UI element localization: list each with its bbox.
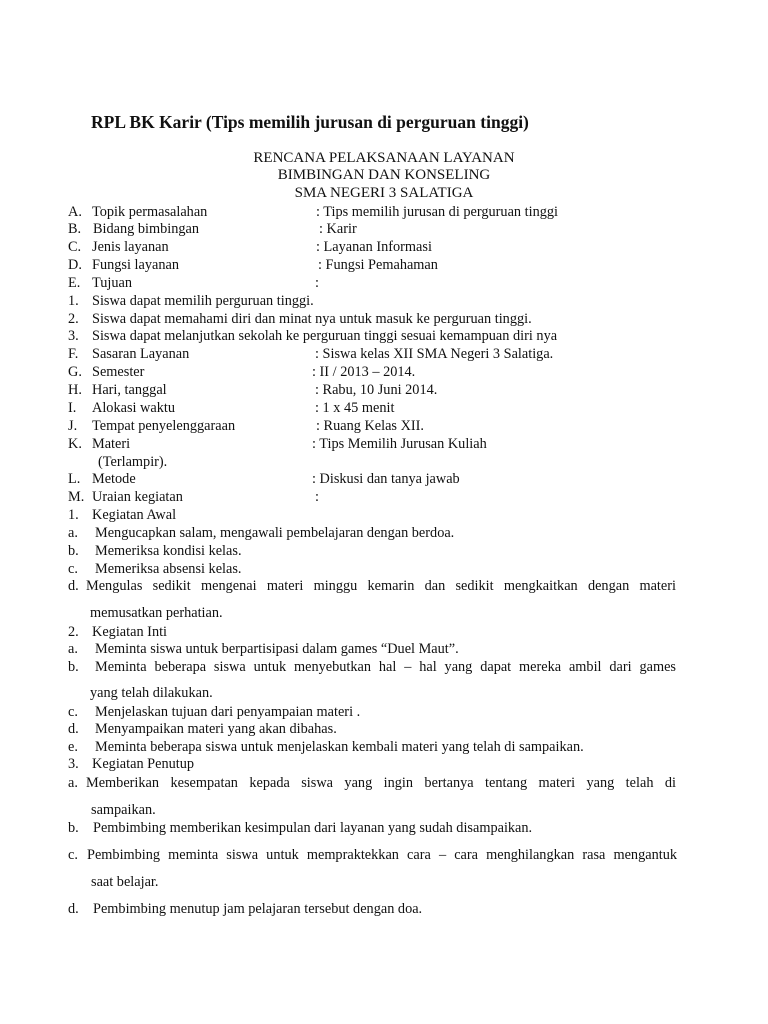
field-label: Tempat penyelenggaraan [92, 418, 236, 434]
item-marker: a. [68, 775, 78, 791]
field-marker: H. [68, 382, 82, 398]
item-marker: e. [68, 739, 78, 755]
field-marker: A. [68, 204, 82, 220]
item-text: Pembimbing menutup jam pelajaran tersebut dengan doa. [93, 901, 423, 917]
item-text: Pembimbing memberikan kesimpulan dari layanan yang sudah disampaikan. [93, 820, 533, 836]
field-value: : Ruang Kelas XII. [316, 418, 424, 434]
field-value: : [315, 489, 319, 505]
field-label: Materi [92, 436, 131, 452]
materi-continuation: (Terlampir). [98, 454, 168, 470]
item-text-line-2: memusatkan perhatian. [90, 605, 223, 621]
field-marker: M. [68, 489, 85, 505]
field-label: Metode [92, 471, 136, 487]
field-label: Bidang bimbingan [93, 221, 200, 237]
field-marker: F. [68, 346, 79, 362]
item-marker: b. [68, 543, 79, 559]
item-text: Memeriksa absensi kelas. [95, 561, 242, 577]
item-text-line-1: Meminta beberapa siswa untuk menyebutkan hal – hal yang dapat mereka ambil dari games [95, 659, 676, 675]
goal-text: Siswa dapat memahami diri dan minat nya untuk masuk ke perguruan tinggi. [92, 311, 532, 327]
item-text: Meminta beberapa siswa untuk menjelaskan kembali materi yang telah di sampaikan. [95, 739, 584, 755]
document-title: RPL BK Karir (Tips memilih jurusan di perguruan tinggi) [91, 112, 529, 132]
field-label: Topik permasalahan [92, 204, 208, 220]
section-marker: 2. [68, 624, 79, 640]
field-label: Tujuan [92, 275, 132, 291]
item-marker: b. [68, 659, 79, 675]
field-marker: I. [68, 400, 77, 416]
field-value: : Rabu, 10 Juni 2014. [315, 382, 438, 398]
field-marker: C. [68, 239, 82, 255]
field-value: : Tips Memilih Jurusan Kuliah [312, 436, 487, 452]
field-value: : 1 x 45 menit [315, 400, 395, 416]
header-line-3: SMA NEGERI 3 SALATIGA [294, 185, 474, 201]
section-marker: 3. [68, 756, 79, 772]
section-title: Kegiatan Penutup [92, 756, 195, 772]
item-text: Memeriksa kondisi kelas. [95, 543, 242, 559]
field-label: Fungsi layanan [92, 257, 179, 273]
field-label: Uraian kegiatan [92, 489, 183, 505]
item-marker: b. [68, 820, 79, 836]
goal-marker: 2. [68, 311, 79, 327]
section-title: Kegiatan Inti [92, 624, 168, 640]
section-title: Kegiatan Awal [92, 507, 177, 523]
item-text-line-1: Memberikan kesempatan kepada siswa yang ingin bertanya tentang materi yang telah di [86, 775, 676, 791]
item-text: Meminta siswa untuk berpartisipasi dalam games “Duel Maut”. [95, 641, 459, 657]
item-text-line-2: sampaikan. [91, 802, 156, 818]
field-value: : Karir [319, 221, 357, 237]
field-label: Hari, tanggal [92, 382, 167, 398]
item-text: Menyampaikan materi yang akan dibahas. [95, 721, 337, 737]
field-value: : Tips memilih jurusan di perguruan tinggi [316, 204, 558, 220]
field-marker: K. [68, 436, 82, 452]
item-text-line-1: Mengulas sedikit mengenai materi minggu kemarin dan sedikit mengkaitkan dengan materi [86, 578, 676, 594]
item-marker: c. [68, 561, 78, 577]
field-value: : [315, 275, 319, 291]
item-marker: c. [68, 704, 78, 720]
field-marker: B. [68, 221, 82, 237]
item-marker: c. [68, 847, 78, 863]
item-text-line-2: yang telah dilakukan. [90, 685, 213, 701]
item-marker: d. [68, 901, 79, 917]
header-line-2: BIMBINGAN DAN KONSELING [277, 167, 491, 183]
field-label: Semester [92, 364, 145, 380]
field-value: : Fungsi Pemahaman [318, 257, 438, 273]
section-marker: 1. [68, 507, 79, 523]
field-value: : Layanan Informasi [316, 239, 432, 255]
item-text: Mengucapkan salam, mengawali pembelajaran dengan berdoa. [95, 525, 455, 541]
field-label: Alokasi waktu [92, 400, 175, 416]
item-marker: d. [68, 721, 79, 737]
field-value: : II / 2013 – 2014. [312, 364, 416, 380]
item-marker: a. [68, 525, 78, 541]
field-label: Sasaran Layanan [92, 346, 190, 362]
field-label: Jenis layanan [92, 239, 169, 255]
field-marker: J. [68, 418, 78, 434]
goal-text: Siswa dapat memilih perguruan tinggi. [92, 293, 314, 309]
field-value: : Diskusi dan tanya jawab [312, 471, 460, 487]
item-marker: a. [68, 641, 78, 657]
field-marker: D. [68, 257, 82, 273]
header-line-1: RENCANA PELAKSANAAN LAYANAN [253, 150, 515, 166]
item-marker: d. [68, 578, 79, 594]
goal-marker: 3. [68, 328, 79, 344]
goal-marker: 1. [68, 293, 79, 309]
field-marker: G. [68, 364, 82, 380]
field-marker: E. [68, 275, 81, 291]
item-text: Menjelaskan tujuan dari penyampaian materi . [95, 704, 361, 720]
goal-text: Siswa dapat melanjutkan sekolah ke perguruan tinggi sesuai kemampuan diri nya [92, 328, 558, 344]
field-marker: L. [68, 471, 81, 487]
field-value: : Siswa kelas XII SMA Negeri 3 Salatiga. [315, 346, 554, 362]
item-text-line-1: Pembimbing meminta siswa untuk mempraktekkan cara – cara menghilangkan rasa mengantuk [87, 847, 677, 863]
item-text-line-2: saat belajar. [91, 874, 159, 890]
